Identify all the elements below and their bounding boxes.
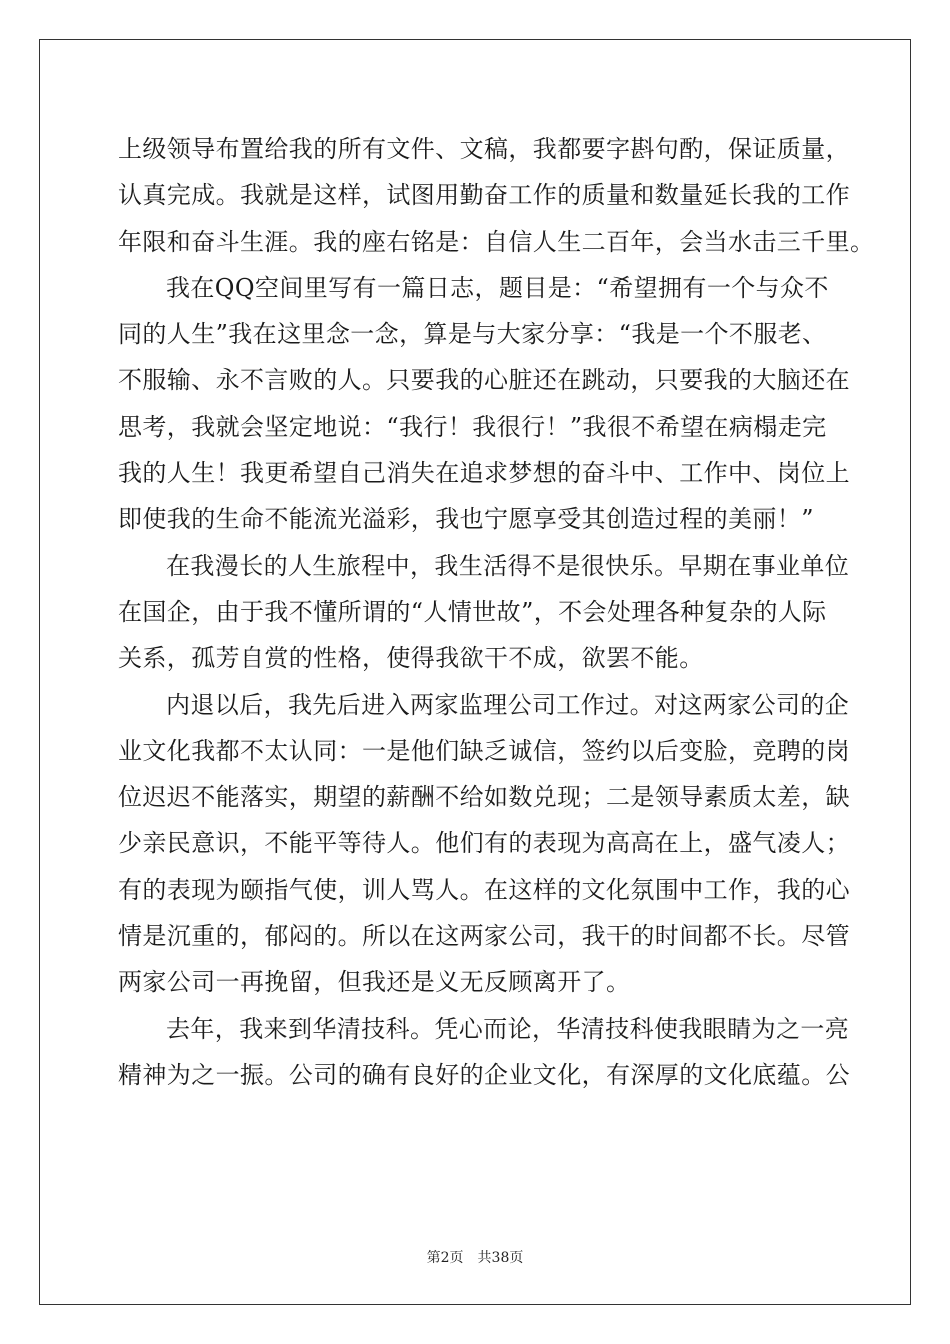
text-line-8: 我的人生！我更希望自己消失在追求梦想的奋斗中、工作中、岗位上 [118,459,850,488]
text-line-19: 两家公司一再挽留，但我还是义无反顾离开了。 [118,968,631,997]
text-line-11: 在国企，由于我不懂所谓的“人情世故”，不会处理各种复杂的人际 [118,597,827,626]
text-line-10: 在我漫长的人生旅程中，我生活得不是很快乐。早期在事业单位 [166,551,850,580]
text-line-20: 去年，我来到华清技科。凭心而论，华清技科使我眼睛为之一亮 [166,1014,850,1043]
text-line-2: 认真完成。我就是这样，试图用勤奋工作的质量和数量延长我的工作 [118,181,850,210]
text-line-21: 精神为之一振。公司的确有良好的企业文化，有深厚的文化底蕴。公 [118,1060,850,1089]
text-line-15: 位迟迟不能落实，期望的薪酬不给如数兑现；二是领导素质太差，缺 [118,783,850,812]
page-total: 共38页 [477,1250,524,1266]
page-number: 第2页 [426,1250,464,1266]
text-line-13: 内退以后，我先后进入两家监理公司工作过。对这两家公司的企 [166,690,850,719]
text-line-7: 思考，我就会坚定地说：“我行！我很行！”我很不希望在病榻走完 [118,412,827,441]
text-line-5: 同的人生”我在这里念一念，算是与大家分享：“我是一个不服老、 [118,320,827,349]
text-line-4: 我在QQ空间里写有一篇日志，题目是：“希望拥有一个与众不 [166,273,829,302]
text-line-18: 情是沉重的，郁闷的。所以在这两家公司，我干的时间都不长。尽管 [118,922,850,951]
text-line-17: 有的表现为颐指气使，训人骂人。在这样的文化氛围中工作，我的心 [118,875,850,904]
text-line-6: 不服输、永不言败的人。只要我的心脏还在跳动，只要我的大脑还在 [118,366,850,395]
text-line-3: 年限和奋斗生涯。我的座右铭是：自信人生二百年，会当水击三千里。 [118,227,875,256]
document-body [118,126,875,1098]
text-line-16: 少亲民意识，不能平等待人。他们有的表现为高高在上，盛气凌人； [118,829,850,858]
text-line-14: 业文化我都不太认同：一是他们缺乏诚信，签约以后变脸，竞聘的岗 [118,736,850,765]
page-footer [0,1247,950,1267]
text-line-12: 关系，孤芳自赏的性格，使得我欲干不成，欲罢不能。 [118,644,704,673]
text-line-1: 上级领导布置给我的所有文件、文稿，我都要字斟句酌，保证质量， [118,135,850,163]
text-line-9: 即使我的生命不能流光溢彩，我也宁愿享受其创造过程的美丽！” [118,505,814,534]
